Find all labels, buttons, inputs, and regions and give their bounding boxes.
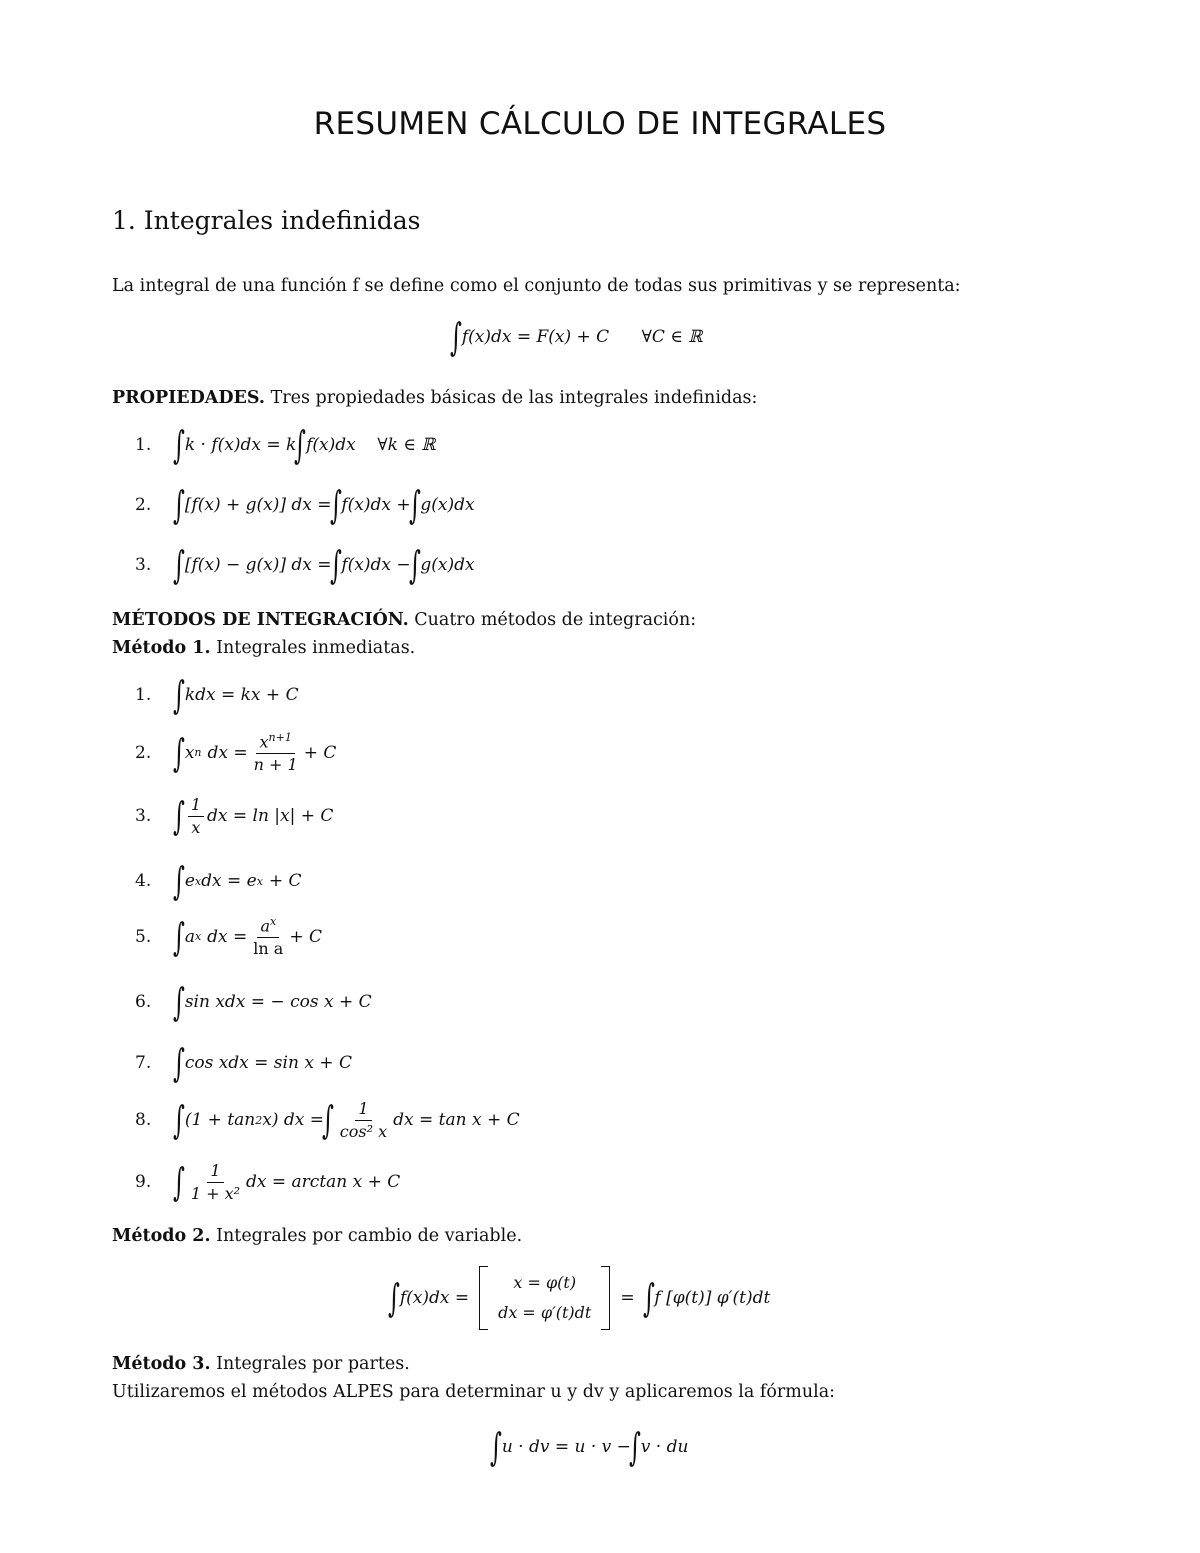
properties-heading: PROPIEDADES. Tres propiedades básicas de las integrales indefinidas: (112, 388, 758, 408)
substitution-formula: ∫ f(x)dx = x = φ(t) dx = φ′(t)dt = ∫ f [φ(t)] φ′(t)dt (390, 1266, 770, 1330)
integral-sign: ∫ (449, 315, 462, 359)
immediate-integral-7: 7. ∫ cos xdx = sin x + C (135, 1041, 352, 1085)
immediate-integral-8: 8. ∫ (1 + tan 2 x) dx = ∫ $\frac{1}{\text{cos² x}}$ dx = tan x + C (135, 1098, 520, 1143)
property-2: 2. ∫ [f(x) + g(x)] dx = ∫ f(x)dx + ∫ g(x)dx (135, 483, 475, 527)
immediate-integral-3: 3. ∫ $\frac{1}{x}$ dx = ln |x| + C (135, 794, 334, 839)
page-title: RESUMEN CÁLCULO DE INTEGRALES (313, 106, 887, 142)
property-3: 3. ∫ [f(x) − g(x)] dx = ∫ f(x)dx − ∫ g(x)dx (135, 543, 475, 587)
property-1: 1. ∫ k · f(x)dx = k ∫ f(x)dx ∀k ∈ ℝ (135, 423, 436, 467)
parts-formula: ∫ u · dv = u · v − ∫ v · du (489, 1425, 689, 1469)
immediate-integral-9: 9. ∫ $\frac{1}{\text{1 + x²}}$ dx = arctan x + C (135, 1160, 401, 1205)
definition-formula: ∫ f(x)dx = F(x) + C ∀C ∈ ℝ (449, 315, 703, 359)
intro-paragraph: La integral de una función f se define como el conjunto de todas sus primitivas y se representa: (112, 276, 961, 296)
method-2-heading: Método 2. Integrales por cambio de variable. (112, 1226, 523, 1246)
method-3-heading: Método 3. Integrales por partes. (112, 1354, 410, 1374)
immediate-integral-4: 4. ∫ e x dx = e x + C (135, 859, 302, 903)
immediate-integral-6: 6. ∫ sin xdx = − cos x + C (135, 980, 372, 1024)
methods-heading: MÉTODOS DE INTEGRACIÓN. Cuatro métodos de integración: (112, 610, 697, 630)
immediate-integral-2: 2. ∫ x n dx = $\frac{x^{n+1}}{n + 1}$ + C (135, 730, 337, 775)
section-heading: 1. Integrales indefinidas (112, 206, 421, 235)
method-3-intro: Utilizaremos el métodos ALPES para determinar u y dv y aplicaremos la fórmula: (112, 1382, 836, 1402)
immediate-integral-5: 5. ∫ a x dx = $\frac{a^x}{\text{ln a}}$ + C (135, 914, 322, 959)
immediate-integral-1: 1. ∫ kdx = kx + C (135, 673, 299, 717)
method-1-heading: Método 1. Integrales inmediatas. (112, 638, 416, 658)
